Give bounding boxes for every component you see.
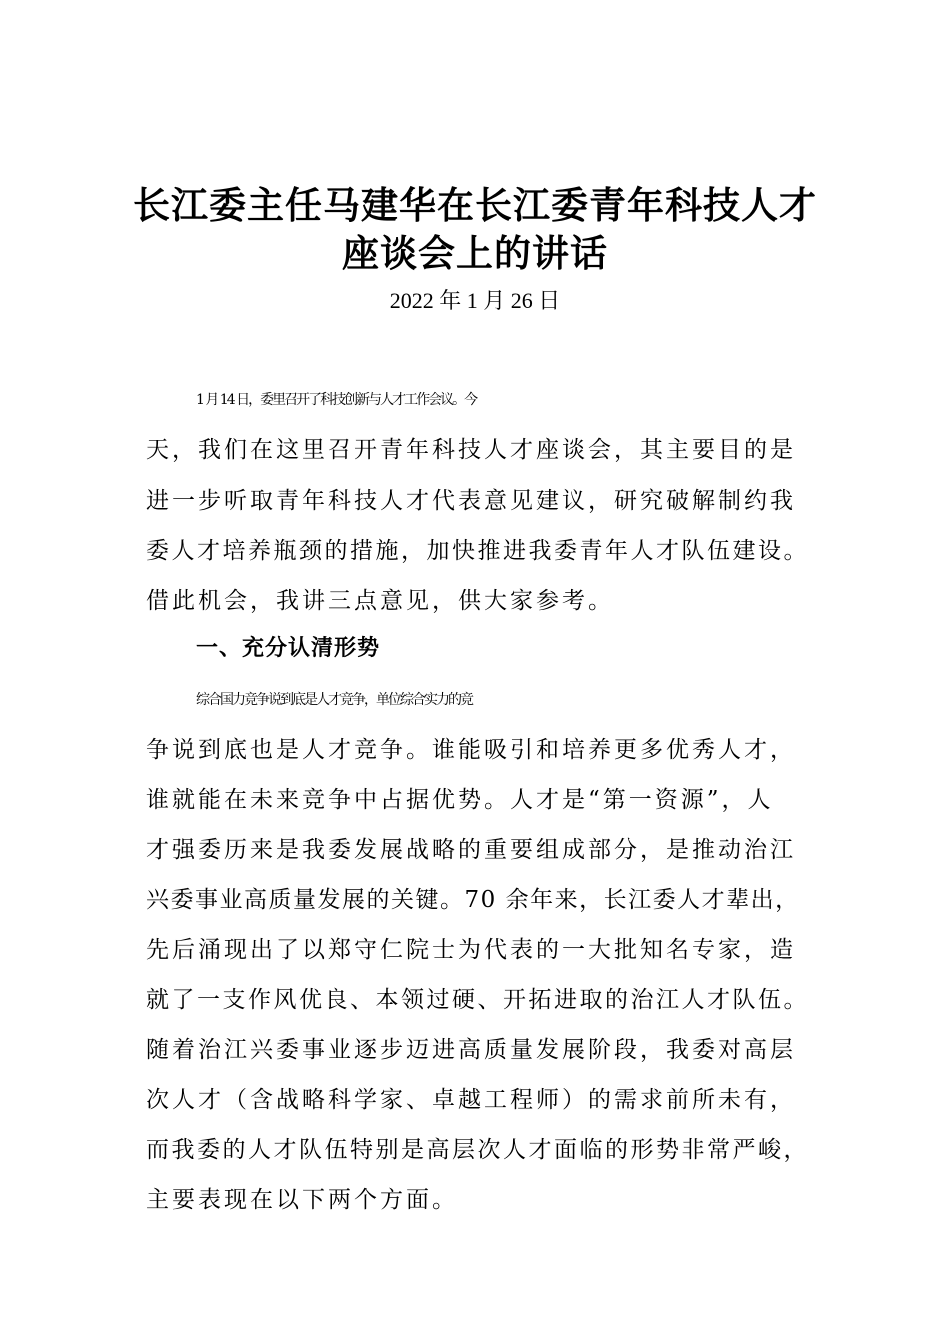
paragraph-2-line: 随着治江兴委事业逐步迈进高质量发展阶段，我委对高层 — [146, 1037, 796, 1063]
document-title-line-2: 座谈会上的讲话 — [342, 232, 608, 275]
document-title-line-1: 长江委主任马建华在长江委青年科技人才 — [133, 184, 817, 227]
paragraph-2-line: 兴委事业高质量发展的关键。70 余年来，长江委人才辈出， — [146, 887, 800, 913]
document-date: 2022 年 1 月 26 日 — [389, 288, 561, 313]
paragraph-2-line: 综合国力竞争说到底是人才竞争，单位综合实力的竞 — [196, 692, 472, 708]
paragraph-2-line: 而我委的人才队伍特别是高层次人才面临的形势非常严峻， — [146, 1137, 809, 1163]
section-1-heading: 一、充分认清形势 — [196, 636, 381, 661]
paragraph-2-line: 谁就能在未来竞争中占据优势。人才是“第一资源”，人 — [146, 787, 774, 813]
paragraph-1-line: 借此机会，我讲三点意见，供大家参考。 — [146, 588, 614, 614]
paragraph-2-line: 就了一支作风优良、本领过硬、开拓进取的治江人才队伍。 — [146, 987, 809, 1013]
paragraph-2-line: 次人才（含战略科学家、卓越工程师）的需求前所未有， — [146, 1087, 796, 1113]
paragraph-2-line: 先后涌现出了以郑守仁院士为代表的一大批知名专家，造 — [146, 937, 796, 963]
paragraph-2-line: 才强委历来是我委发展战略的重要组成部分，是推动治江 — [146, 837, 796, 863]
paragraph-2-line: 争说到底也是人才竞争。谁能吸引和培养更多优秀人才， — [146, 737, 796, 763]
paragraph-1-line: 天，我们在这里召开青年科技人才座谈会，其主要目的是 — [146, 437, 796, 463]
paragraph-2-line: 主要表现在以下两个方面。 — [146, 1187, 458, 1213]
paragraph-1-line: 进一步听取青年科技人才代表意见建议，研究破解制约我 — [146, 488, 796, 514]
paragraph-1-line: 1 月 14 日，委里召开了科技创新与人才工作会议。今 — [196, 392, 477, 408]
paragraph-1-line: 委人才培养瓶颈的措施，加快推进我委青年人才队伍建设。 — [146, 538, 809, 564]
